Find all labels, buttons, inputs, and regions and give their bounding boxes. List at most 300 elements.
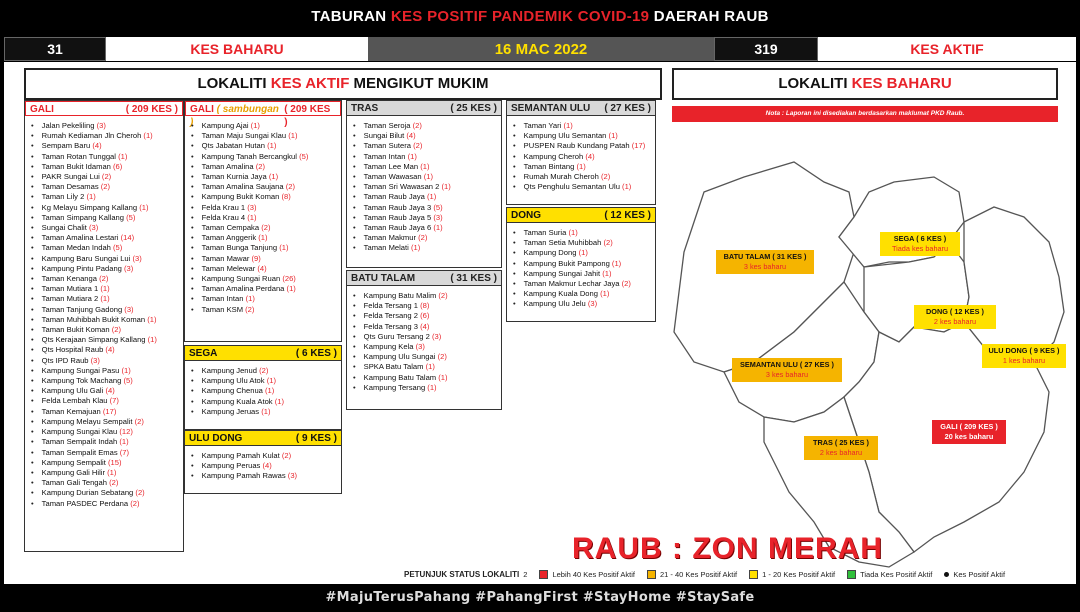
locality-name: Kampung Pamah Rawas	[201, 471, 286, 481]
map-label-dong	[914, 305, 996, 329]
mukim-count: ( 27 KES )	[604, 103, 651, 114]
locality-count: (1)	[433, 223, 443, 233]
locality-item	[191, 121, 341, 131]
locality-list	[25, 116, 183, 509]
locality-name: Rumah Kediaman Jln Cheroh	[41, 131, 142, 141]
locality-count: (1)	[261, 406, 271, 416]
legend-swatch	[749, 570, 758, 579]
locality-count: (1)	[267, 141, 277, 151]
active-case-label: KES AKTIF	[818, 37, 1076, 61]
locality-name: Taman Raub Jaya 3	[363, 202, 432, 212]
locality-name: Sungai Bilut	[363, 131, 405, 141]
locality-name: Taman Medan Indah	[41, 243, 111, 253]
locality-name: Kampung Jeruas	[201, 406, 260, 416]
locality-count: (2)	[99, 274, 109, 284]
column-header	[185, 431, 341, 446]
locality-name: Taman Cempaka	[201, 223, 260, 233]
locality-item	[353, 203, 501, 213]
locality-name: Kampung Sempalit	[41, 457, 106, 467]
mukim-count: ( 12 KES )	[604, 210, 651, 221]
locality-name: Taman Suria	[523, 228, 567, 237]
locality-name: Taman Setia Muhibbah	[523, 238, 602, 248]
locality-name: Felda Krau 4	[201, 212, 246, 222]
locality-name: Sungai Chalit	[41, 223, 87, 233]
locality-count: (1)	[578, 248, 588, 258]
column-header	[347, 271, 501, 286]
locality-count: (1)	[143, 131, 153, 141]
mukim-sub: ( sambungan )	[190, 104, 279, 128]
locality-name: Taman KSM	[201, 304, 244, 314]
map-label-name: SEMANTAN ULU ( 27 KES )	[740, 360, 834, 369]
locality-count: (2)	[109, 478, 119, 488]
locality-name: Taman Simpang Kallang	[41, 212, 124, 222]
map-label-batu-talam	[716, 250, 814, 274]
locality-count: (3)	[415, 342, 425, 352]
locality-count: (3)	[287, 471, 298, 481]
mukim-count: ( 31 KES )	[450, 273, 497, 284]
mukim-count: ( 209 KES )	[284, 104, 331, 128]
locality-name: Kampung Ajai	[201, 121, 249, 130]
locality-item	[31, 356, 183, 366]
locality-item	[353, 373, 501, 383]
mukim-name: SEMANTAN ULU	[511, 103, 591, 114]
locality-name: Kg Melayu Simpang Kallang	[41, 202, 138, 212]
locality-item	[31, 417, 183, 427]
locality-name: Taman Kenanga	[41, 274, 97, 284]
locality-item	[31, 233, 183, 243]
locality-count: (1)	[100, 284, 110, 294]
legend-swatch	[847, 570, 856, 579]
map-label-name: GALI ( 209 KES )	[940, 422, 998, 431]
legend-dot-icon	[944, 572, 949, 577]
map-label-sega	[880, 232, 960, 256]
locality-count: (1)	[279, 243, 289, 253]
locality-count: (8)	[281, 192, 291, 202]
locality-count: (2)	[412, 121, 422, 130]
locality-count: (3)	[124, 263, 134, 273]
locality-item	[353, 131, 501, 141]
locality-name: Taman Mutiara 1	[41, 284, 99, 294]
mukim-count: ( 9 KES )	[295, 433, 337, 444]
locality-count: (2)	[134, 416, 144, 426]
locality-item	[191, 264, 341, 274]
locality-name: Kampung Ulu Sungai	[363, 352, 436, 362]
locality-name: Taman Sempalit Indah	[41, 437, 118, 447]
locality-name: PAKR Sungai Lui	[41, 172, 100, 182]
locality-item	[513, 248, 655, 258]
locality-name: Taman Maju Sungai Klau	[201, 131, 287, 141]
column-header	[507, 208, 655, 223]
locality-name: Felda Krau 1	[201, 202, 246, 212]
locality-name: Taman PASDEC Perdana	[41, 498, 129, 508]
locality-item	[191, 243, 341, 253]
locality-item	[31, 131, 183, 141]
locality-item	[353, 342, 501, 352]
locality-name: Kampung Kuala Atok	[201, 396, 273, 406]
locality-name: Kampung Baru Sungai Lui	[41, 253, 131, 263]
locality-count: (1)	[407, 151, 417, 161]
locality-item	[513, 279, 655, 289]
locality-name: Kampung Ulu Atok	[201, 376, 265, 386]
locality-count: (9)	[251, 253, 261, 263]
locality-count: (1)	[247, 212, 257, 222]
locality-item	[513, 152, 655, 162]
locality-name: Taman Intan	[363, 151, 406, 161]
locality-item	[31, 315, 183, 325]
summary-bar	[4, 37, 1076, 61]
locality-name: Qts Guru Tersang 2	[363, 331, 430, 341]
locality-name: Taman Bintang	[523, 161, 575, 171]
header-text: LOKALITI	[778, 75, 852, 92]
mukim-name: GALI	[30, 104, 54, 115]
map-label-kes: 20 kes baharu	[944, 432, 994, 441]
locality-item	[31, 182, 183, 192]
locality-count: (1)	[245, 294, 255, 304]
mukim-name: SEGA	[189, 348, 218, 359]
locality-item	[191, 305, 341, 315]
locality-count: (4)	[105, 386, 115, 396]
locality-count: (1)	[427, 192, 437, 202]
map-label-gali	[932, 420, 1006, 444]
map-label-kes: 2 kes baharu	[933, 317, 977, 326]
locality-name: Kampung Peruas	[201, 461, 261, 471]
locality-list	[347, 286, 501, 393]
locality-count: (5)	[299, 151, 309, 161]
locality-count: (2)	[413, 141, 423, 151]
locality-name: Taman Bukit Koman	[41, 325, 110, 335]
locality-item	[353, 172, 501, 182]
locality-list	[185, 361, 341, 417]
zone-status-title: RAUB : ZON MERAH	[572, 532, 883, 565]
locality-name: Kampung Batu Talam	[363, 372, 437, 382]
locality-name: Kampung Tok Machang	[41, 376, 122, 386]
locality-item	[31, 468, 183, 478]
locality-name: Taman Yari	[523, 121, 562, 130]
locality-item	[31, 458, 183, 468]
locality-name: Taman Amalina Lestari	[41, 233, 119, 243]
locality-name: Felda Tersang 2	[363, 311, 418, 321]
locality-count: (1)	[107, 467, 117, 477]
locality-item	[31, 141, 183, 151]
locality-count: (12)	[119, 427, 133, 437]
locality-count: (2)	[418, 233, 428, 243]
locality-item	[191, 213, 341, 223]
map-label-name: DONG ( 12 KES )	[926, 307, 984, 316]
locality-count: (2)	[135, 488, 145, 498]
locality-item	[353, 162, 501, 172]
locality-name: Taman Muhibbah Bukit Koman	[41, 314, 146, 324]
locality-count: (4)	[420, 321, 430, 331]
locality-name: Kampung Tanah Bercangkul	[201, 151, 297, 161]
locality-name: Kampung Pintu Padang	[41, 263, 122, 273]
column-header	[185, 346, 341, 361]
locality-count: (5)	[126, 212, 136, 222]
map-label-kes: Tiada kes baharu	[891, 244, 949, 253]
locality-name: Kampung Gali Hilir	[41, 467, 105, 477]
locality-name: Taman Sri Wawasan 2	[363, 182, 440, 192]
mukim-count: ( 209 KES )	[125, 104, 178, 115]
locality-name: Taman Raub Jaya	[363, 192, 425, 202]
locality-count: (3)	[96, 121, 106, 130]
map-label-kes: 1 kes baharu	[1002, 356, 1046, 365]
locality-name: Taman Kemajuan	[41, 406, 101, 416]
locality-count: (3)	[90, 355, 100, 365]
locality-item	[191, 223, 341, 233]
legend-swatch	[647, 570, 656, 579]
locality-item	[31, 172, 183, 182]
locality-item	[31, 325, 183, 335]
locality-item	[513, 162, 655, 172]
locality-name: Taman Amalina	[201, 161, 254, 171]
locality-count: (1)	[427, 382, 437, 392]
locality-item	[31, 162, 183, 172]
locality-item	[353, 311, 501, 321]
header-text: LOKALITI	[197, 75, 271, 92]
locality-count: (2)	[621, 279, 631, 289]
column-tras	[346, 100, 502, 268]
locality-name: Qts Jabatan Hutan	[201, 141, 265, 151]
column-header	[347, 101, 501, 116]
locality-item	[191, 366, 341, 376]
locality-count: (8)	[420, 301, 430, 311]
locality-name: Taman Melati	[363, 243, 409, 253]
locality-item	[191, 284, 341, 294]
locality-item	[191, 471, 341, 481]
locality-count: (17)	[631, 141, 646, 151]
locality-count: (1)	[425, 362, 435, 372]
map-label-name: TRAS ( 25 KES )	[813, 438, 869, 447]
banner-text-post: DAERAH RAUB	[649, 8, 769, 25]
locality-item	[191, 182, 341, 192]
locality-count: (1)	[147, 314, 157, 324]
locality-count: (1)	[600, 289, 610, 299]
column-gali-sambungan	[184, 100, 342, 342]
locality-count: (1)	[602, 268, 612, 278]
locality-name: SPKA Batu Talam	[363, 362, 424, 372]
locality-name: Rumah Murah Cheroh	[523, 172, 599, 182]
locality-item	[353, 332, 501, 342]
header-text: MENGIKUT MUKIM	[349, 75, 489, 92]
locality-count: (7)	[119, 447, 130, 457]
locality-count: (3)	[587, 299, 598, 309]
locality-item	[353, 213, 501, 223]
locality-count: (1)	[568, 228, 578, 237]
header-text-red: KES AKTIF	[270, 75, 350, 92]
locality-item	[31, 223, 183, 233]
locality-name: Taman Desamas	[41, 182, 99, 192]
map-label-name: BATU TALAM ( 31 KES )	[723, 252, 807, 261]
locality-name: Taman Sutera	[363, 141, 411, 151]
locality-name: Kampung Dong	[523, 248, 577, 258]
locality-name: Qts Penghulu Semantan Ulu	[523, 182, 620, 192]
locality-count: (1)	[438, 372, 448, 382]
locality-count: (1)	[119, 437, 129, 447]
legend-swatch	[539, 570, 548, 579]
locality-count: (2)	[245, 304, 255, 314]
locality-item	[31, 274, 183, 284]
locality-count: (1)	[86, 192, 96, 202]
legend	[404, 570, 1013, 579]
locality-item	[191, 203, 341, 213]
locality-count: (7)	[109, 396, 119, 406]
locality-item	[513, 228, 655, 238]
locality-count: (1)	[258, 233, 268, 243]
locality-item	[353, 352, 501, 362]
locality-item	[191, 131, 341, 141]
locality-name: Taman Amalina Saujana	[201, 182, 284, 192]
locality-name: Taman Makmur	[363, 233, 416, 243]
locality-item	[31, 284, 183, 294]
locality-item	[191, 294, 341, 304]
locality-count: (1)	[611, 258, 622, 268]
locality-count: (3)	[433, 212, 443, 222]
locality-item	[353, 322, 501, 332]
report-date: 16 MAC 2022	[368, 37, 714, 61]
locality-name: Kampung Sungai Jahit	[523, 268, 601, 278]
locality-item	[31, 437, 183, 447]
locality-name: Taman Raub Jaya 5	[363, 212, 432, 222]
locality-count: (26)	[282, 274, 296, 284]
locality-count: (15)	[107, 457, 122, 467]
locality-count: (3)	[124, 304, 134, 314]
legend-items	[539, 570, 940, 579]
banner-text-pre: TABURAN	[311, 8, 391, 25]
legend-title: PETUNJUK STATUS LOKALITI	[404, 570, 520, 579]
locality-name: Taman Bunga Tanjung	[201, 243, 278, 253]
map-label-name: ULU DONG ( 9 KES )	[988, 346, 1060, 355]
locality-item	[353, 362, 501, 372]
locality-name: Taman Bukit Idaman	[41, 161, 111, 171]
locality-item	[31, 254, 183, 264]
locality-count: (2)	[281, 451, 292, 460]
locality-item	[191, 451, 341, 461]
locality-count: (3)	[88, 223, 99, 233]
locality-count: (4)	[262, 461, 272, 471]
locality-item	[31, 121, 183, 131]
locality-count: (6)	[113, 161, 123, 171]
locality-name: Taman Gali Tengah	[41, 478, 107, 488]
locality-name: Kampung Kela	[363, 342, 414, 352]
locality-item	[513, 299, 655, 309]
locality-name: Kampung Jenud	[201, 366, 257, 375]
locality-item	[31, 243, 183, 253]
active-locality-header	[24, 68, 662, 100]
locality-item	[353, 243, 501, 253]
hashtag-footer: #MajuTerusPahang #PahangFirst #StayHome #StaySafe	[0, 586, 1080, 612]
locality-item	[191, 192, 341, 202]
locality-name: Taman Wawasan	[363, 172, 422, 182]
page-banner	[0, 0, 1080, 34]
locality-count: (1)	[250, 121, 260, 130]
locality-name: Taman Rotan Tunggal	[41, 151, 116, 161]
map-label-tras	[804, 436, 878, 460]
locality-item	[513, 269, 655, 279]
legend-item-label: 1 - 20 Kes Positif Aktif	[762, 570, 836, 579]
locality-name: Kampung Sungai Pasu	[41, 365, 120, 375]
locality-count: (1)	[286, 284, 296, 294]
locality-item	[513, 259, 655, 269]
locality-list	[185, 116, 341, 315]
locality-item	[513, 182, 655, 192]
locality-name: Taman Makmur Lechar Jaya	[523, 279, 620, 289]
locality-name: Taman Raub Jaya 6	[363, 223, 432, 233]
locality-item	[353, 291, 501, 301]
locality-count: (1)	[139, 202, 149, 212]
column-header	[507, 101, 655, 116]
column-header	[25, 101, 183, 116]
locality-list	[347, 116, 501, 254]
locality-item	[31, 335, 183, 345]
locality-count: (1)	[100, 294, 110, 304]
locality-item	[513, 121, 655, 131]
map-label-semantan-ulu	[732, 358, 842, 382]
locality-item	[31, 448, 183, 458]
locality-count: (1)	[576, 161, 586, 171]
locality-name: Kampung Batu Malim	[363, 291, 437, 300]
legend-item-label: Tiada Kes Positif Aktif	[860, 570, 933, 579]
locality-name: Taman Lee Man	[363, 161, 419, 171]
main-panel	[4, 62, 1076, 584]
locality-name: Kampung Tersang	[363, 382, 426, 392]
locality-item	[513, 238, 655, 248]
locality-name: Taman Sempalit Emas	[41, 447, 118, 457]
map-label-kes: 3 kes baharu	[765, 370, 809, 379]
locality-name: Felda Tersang 1	[363, 301, 418, 311]
locality-item	[31, 376, 183, 386]
locality-count: (1)	[410, 243, 421, 253]
locality-name: Kampung Bukit Pampong	[523, 258, 610, 268]
locality-name: Kampung Ulu Semantan	[523, 131, 607, 141]
mukim-name: DONG	[511, 210, 541, 221]
locality-name: Kampung Bukit Koman	[201, 192, 280, 202]
locality-item	[353, 152, 501, 162]
banner-text-red: KES POSITIF PANDEMIK COVID-19	[390, 8, 650, 25]
locality-count: (1)	[147, 335, 157, 345]
map-label-name: SEGA ( 6 KES )	[893, 234, 947, 243]
locality-count: (17)	[102, 406, 117, 416]
locality-name: Kampung Chenua	[201, 386, 263, 396]
locality-count: (6)	[420, 311, 430, 321]
locality-item	[31, 152, 183, 162]
locality-count: (1)	[118, 151, 128, 161]
locality-count: (4)	[257, 263, 267, 273]
mukim-name: BATU TALAM	[351, 273, 416, 284]
locality-count: (4)	[585, 151, 595, 161]
locality-item	[191, 162, 341, 172]
locality-name: Felda Lembah Klau	[41, 396, 108, 406]
locality-count: (1)	[441, 182, 451, 192]
active-case-count: 319	[714, 37, 818, 61]
map-label-kes: 3 kes baharu	[743, 262, 787, 271]
new-case-count: 31	[4, 37, 106, 61]
locality-name: Sempam Baru	[41, 141, 91, 151]
locality-item	[31, 192, 183, 202]
new-locality-header	[672, 68, 1058, 100]
locality-item	[353, 383, 501, 393]
locality-item	[31, 264, 183, 274]
locality-item	[191, 141, 341, 151]
locality-name: Taman Mutiara 2	[41, 294, 99, 304]
locality-item	[353, 301, 501, 311]
map-label-ulu-dong	[982, 344, 1066, 368]
locality-count: (2)	[600, 172, 611, 182]
locality-item	[353, 141, 501, 151]
locality-item	[353, 121, 501, 131]
column-semantan-ulu	[506, 100, 656, 205]
locality-count: (1)	[423, 172, 434, 182]
locality-item	[31, 427, 183, 437]
locality-name: Taman Melewar	[201, 263, 256, 273]
